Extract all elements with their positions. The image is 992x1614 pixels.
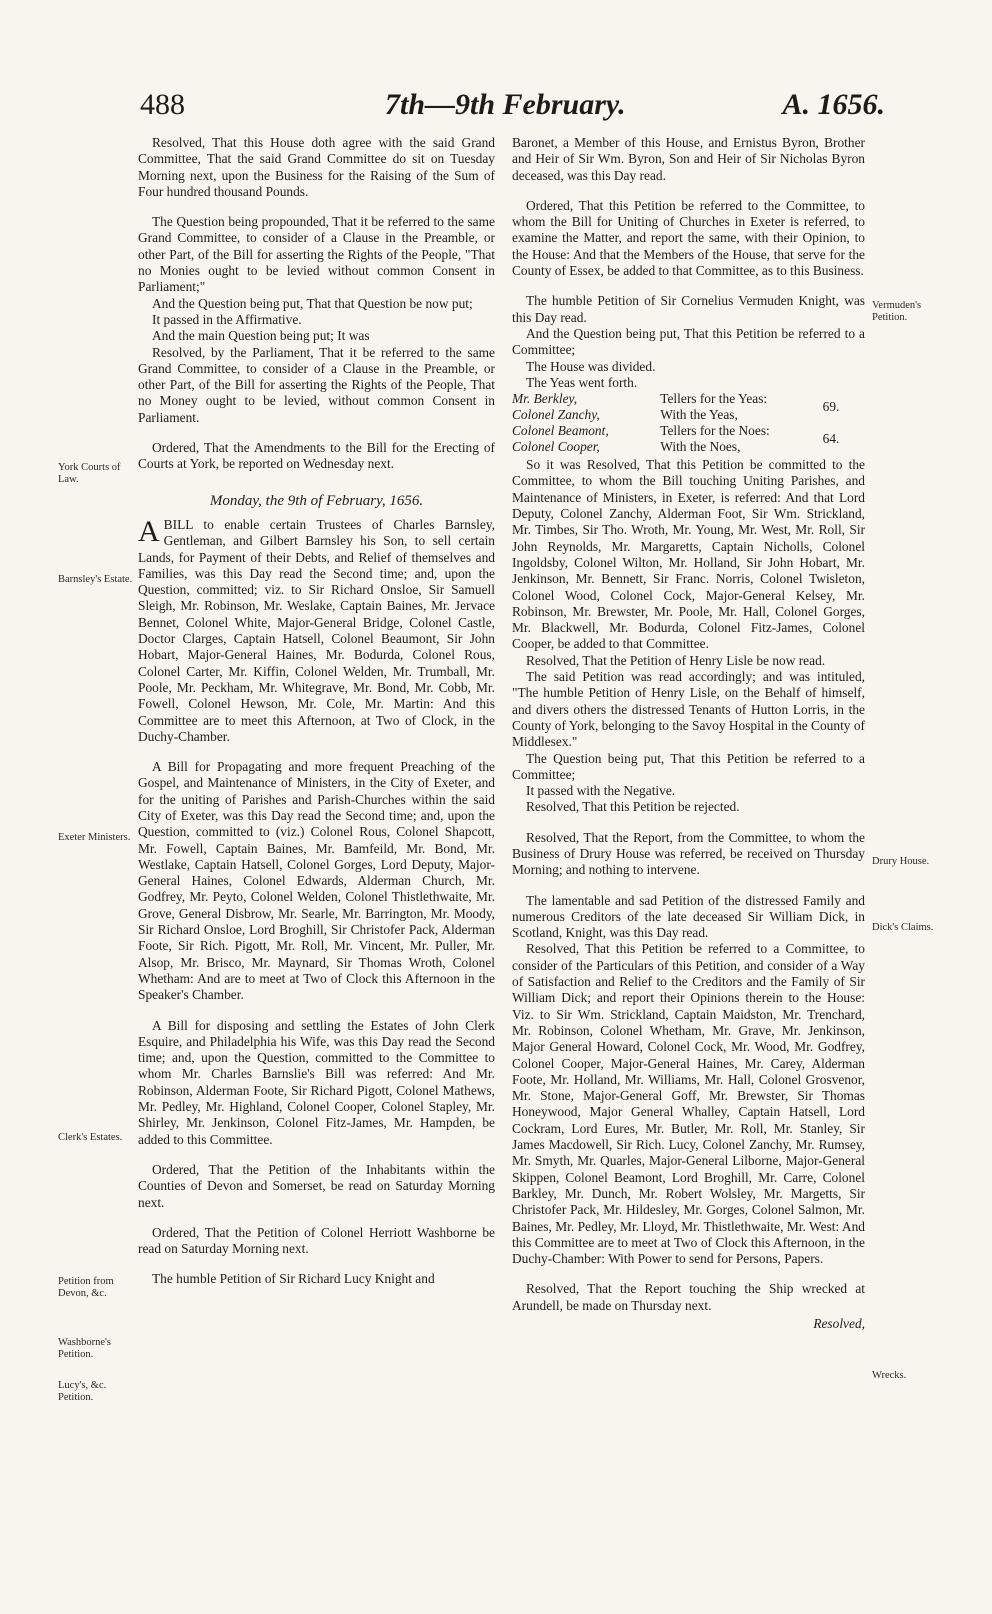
paragraph: Ordered, That this Petition be referred to the Committee, to whom the Bill for Uniting of Churches in Exeter is referred, to examine the Matter, and report the same, with their Opinion, to the House: And that the Members of the House, that serve for the County of Essex, be added to that Committee, as to this Business. bbox=[512, 197, 865, 279]
margin-note-exeter: Exeter Ministers. bbox=[58, 832, 131, 843]
vote-count: 64. bbox=[822, 431, 840, 447]
margin-note-washborne: Washborne's Petition. bbox=[58, 1337, 111, 1360]
paragraph: The Question being propounded, That it be referred to the same Grand Committee, to consider of a Clause in the Preamble, or other Part, of the Bill for asserting the Rights of the People, "That no Monies ought to be levied without common Consent in Parliament;" bbox=[138, 214, 495, 295]
paragraph: Ordered, That the Petition of the Inhabitants within the Counties of Devon and Somerset, be read on Saturday Morning next. bbox=[138, 1161, 495, 1210]
paragraph: And the Question being put, That that Question be now put; bbox=[152, 295, 473, 311]
paragraph: The humble Petition of Sir Richard Lucy Knight and bbox=[152, 1271, 435, 1287]
margin-note-dick: Dick's Claims. bbox=[872, 922, 934, 933]
right-column bbox=[512, 135, 865, 1332]
left-column bbox=[138, 135, 495, 1288]
teller-name: Colonel Zanchy, bbox=[512, 407, 600, 423]
section-heading: Monday, the 9th of February, 1656. bbox=[209, 492, 424, 509]
page-header bbox=[140, 88, 885, 128]
paragraph: A Bill for disposing and settling the Estates of John Clerk Esquire, and Philadelphia his Wife, was this Day read the Second time; and, upon the Question, committed to the Committee to whom Mr. Charles Barnslie's Bill was referred: And Mr. Robinson, Alderman Foote, Sir Richard Pigott, Colonel Mathews, Mr. Pedley, Mr. Highland, Colonel Cooper, Colonel Stapley, Mr. Shirley, Mr. Jenkinson, Colonel Fitz-James, Mr. Hampden, be added to this Committee. bbox=[138, 1017, 495, 1147]
paragraph: So it was Resolved, That this Petition be committed to the Committee, to whom the Bill touching Uniting Parishes, and Maintenance of Ministers, in Exeter, is referred: And that Lord Deputy, Colonel Zanchy, Alderman Foot, Sir Wm. Strickland, Mr. Timbes, Sir Tho. Wroth, Mr. Young, Mr. West, Mr. Roll, Sir John Reynolds, Mr. Margaretts, Captain Nicholls, Colonel Ingoldsby, Colonel Wilton, Mr. Holland, Sir John Hobart, Mr. Jenkinson, Mr. Bennett, Sir Franc. Norris, Colonel Twisleton, Colonel Wood, Colonel Cock, Major-General Kelsey, Mr. Robinson, Mr. Brewster, Mr. Poole, Mr. Hall, Colonel Gorges, Mr. Blackwell, Mr. Bodurda, Colonel Fitz-James, Colonel Cooper, be added to that Committee. bbox=[512, 457, 865, 652]
paragraph: And the Question being put, That this Petition be referred to a Committee; bbox=[512, 325, 865, 358]
paragraph: The Yeas went forth. bbox=[526, 374, 638, 390]
paragraph: Baronet, a Member of this House, and Ernistus Byron, Brother and Heir of Sir Wm. Byron, Son and Heir of Sir Nicholas Byron deceased, was this Day read. bbox=[512, 135, 865, 183]
margin-note-lucy: Lucy's, &c. Petition. bbox=[58, 1380, 107, 1403]
paragraph: Resolved, That this Petition be referred to a Committee, to consider of the Particulars of this Petition, and consider of a Way of Satisfaction and Relief to the Creditors and the Family of Sir William Dick; and report their Opinions therein to the House: Viz. to Sir Wm. Strickland, Captain Maidston, Mr. Trenchard, Mr. Robinson, Colonel Whetham, Mr. Grave, Mr. Jenkinson, Major General Howard, Colonel Cock, Mr. Wood, Mr. Godfrey, Colonel Cooper, Major-General Haines, Mr. Carey, Alderman Foote, Mr. Holland, Mr. Williams, Mr. Hall, Colonel Grosvenor, Mr. Stone, Major-General Goff, Mr. Brewster, Sir Thomas Honeywood, Major General Whalley, Captain Hatsell, Lord Cockram, Lord Eures, Mr. Butler, Mr. Roll, Mr. Stanley, Sir James Macdowell, Sir Rich. Lucy, Colonel Zanchy, Mr. Rumsey, Mr. Smyth, Mr. Quarles, Major-General Lilborne, Major-General Skippen, Colonel Beamont, Lord Broghill, Mr. Carre, Colonel Barkley, Mr. Dunch, Mr. Robert Wolsley, Mr. Margetts, Sir Christofer Pack, Mr. Hildesley, Mr. Gorges, Colonel Salmon, Mr. Baines, Mr. Pedley, Mr. Lloyd, Mr. Thistlethwaite, Mr. West: And this Committee are to meet at Two of Clock this Afternoon, in the Duchy-Chamber: With Power to send for Persons, Papers. bbox=[512, 941, 865, 1267]
vote-count: 69. bbox=[822, 399, 840, 415]
paragraph-text: BILL to enable certain Trustees of Charles Barnsley, Gentleman, and Gilbert Barnsley his Son, to sell certain Lands, for Payment of their Debts, and Relief of themselves and Families, was this Day read the Second time; and, upon the Question, committed; viz. to Sir Richard Onsloe, Sir Samuell Sleigh, Mr. Robinson, Mr. Weslake, Captain Baines, Mr. Jervace Bennet, Colonel White, Major-General Bridge, Colonel Castle, Doctor Clarges, Captain Hatsell, Colonel Beaumont, Sir John Hobart, Major-General Haines, Mr. Bodurda, Colonel Rous, Colonel Carter, Mr. Kiffin, Colonel Welden, Mr. Trumball, Mr. Poole, Mr. Peckham, Mr. Whitegrave, Mr. Bond, Mr. Cobb, Mr. Fowell, Colonel Hewson, Mr. Cole, Mr. Martin: And this Committee are to meet this Afternoon, at Two of Clock, in the Duchy-Chamber. bbox=[138, 516, 495, 744]
paragraph: Resolved, That the Report, from the Committee, to whom the Business of Drury House was referred, be received on Thursday Morning; and nothing to intervene. bbox=[512, 829, 865, 878]
margin-note-york: York Courts of Law. bbox=[58, 462, 121, 485]
teller-role: With the Yeas, bbox=[660, 407, 738, 423]
paragraph-dropcap bbox=[138, 514, 495, 745]
paragraph: The lamentable and sad Petition of the distressed Family and numerous Creditors of the late deceased Sir William Dick, in Scotland, Knight, was this Day read. bbox=[512, 892, 865, 941]
paragraph: Resolved, That this House doth agree with the said Grand Committee, That the said Grand Committee do sit on Tuesday Morning next, upon the Business for the Raising of the Sum of Four hundred thousand Pounds. bbox=[138, 135, 495, 199]
catchword: Resolved, bbox=[813, 1316, 865, 1331]
tellers-row bbox=[512, 391, 865, 407]
page-number: 488 bbox=[140, 88, 185, 121]
paragraph: Resolved, That the Report touching the Ship wrecked at Arundell, be made on Thursday next. bbox=[512, 1281, 865, 1313]
paragraph: Ordered, That the Amendments to the Bill for the Erecting of Courts at York, be reported on Wednesday next. bbox=[138, 440, 495, 472]
paragraph: The Question being put, That this Petition be referred to a Committee; bbox=[512, 750, 865, 782]
paragraph: The House was divided. bbox=[526, 358, 656, 374]
paragraph: The humble Petition of Sir Cornelius Vermuden Knight, was this Day read. bbox=[512, 293, 865, 325]
margin-note-wrecks: Wrecks. bbox=[872, 1370, 907, 1381]
margin-note-clerk: Clerk's Estates. bbox=[58, 1132, 123, 1143]
tellers-row bbox=[512, 423, 865, 439]
margin-note-devon: Petition from Devon, &c. bbox=[58, 1276, 114, 1299]
tellers-table bbox=[512, 391, 865, 455]
paragraph: Resolved, That this Petition be rejected. bbox=[526, 799, 740, 815]
margin-note-drury: Drury House. bbox=[872, 856, 930, 867]
margin-note-vermuden: Vermuden's Petition. bbox=[872, 300, 922, 323]
paragraph: Resolved, That the Petition of Henry Lisle be now read. bbox=[526, 652, 826, 668]
header-date: 7th—9th February. bbox=[385, 88, 626, 121]
tellers-row bbox=[512, 439, 865, 455]
paragraph: A Bill for Propagating and more frequent Preaching of the Gospel, and Maintenance of Ministers, in the City of Exeter, and for the uniting of Parishes and Parish-Churches within the said City of Exeter, was this Day read the Second time; and, upon the Question, committed to (viz.) Colonel Rous, Colonel Shapcott, Mr. Fowell, Captain Baines, Mr. Bamfeild, Mr. Bond, Mr. Westlake, Captain Hatsell, Colonel Gorges, Lord Deputy, Major-General Haines, Colonel Edwards, Alderman Church, Mr. Godfrey, Mr. Peyto, Colonel Welden, Colonel Thistlethwaite, Mr. Grove, General Disbrow, Mr. Searle, Mr. Barrington, Mr. Moody, Sir Richard Onsloe, Lord Broghill, Sir Christofer Pack, Alderman Foote, Sir Rich. Pigott, Mr. Roll, Mr. Vincent, Mr. Puller, Mr. Alsop, Mr. Brisco, Mr. Maynard, Sir Thomas Wroth, Colonel Whetham: And are to meet at Two of Clock this Afternoon in the Speaker's Chamber. bbox=[138, 759, 495, 1003]
paragraph: Resolved, by the Parliament, That it be referred to the same Grand Committee, to consider of a Clause in the Preamble, or other Part, of the Bill for asserting the Rights of the People, That no Money ought to be levied, without common Consent in Parliament. bbox=[138, 344, 495, 425]
teller-name: Mr. Berkley, bbox=[512, 391, 578, 407]
paragraph: It passed with the Negative. bbox=[526, 783, 676, 799]
paragraph: The said Petition was read accordingly; and was intituled, "The humble Petition of Henry Lisle, on the Behalf of himself, and divers others the distressed Tenants of Hutton Lorris, in the County of York, belonging to the Savoy Hospital in the County of Middlesex." bbox=[512, 669, 865, 750]
paragraph: And the main Question being put; It was bbox=[152, 328, 370, 344]
margin-note-barnsley: Barnsley's Estate. bbox=[58, 574, 133, 585]
teller-role: With the Noes, bbox=[660, 439, 741, 455]
tellers-row bbox=[512, 407, 865, 423]
teller-name: Colonel Beamont, bbox=[512, 423, 609, 439]
drop-cap: A bbox=[138, 514, 160, 548]
paragraph: It passed in the Affirmative. bbox=[152, 311, 302, 327]
teller-name: Colonel Cooper, bbox=[512, 439, 600, 455]
paragraph: Ordered, That the Petition of Colonel Herriott Washborne be read on Saturday Morning next. bbox=[138, 1224, 495, 1257]
teller-role: Tellers for the Noes: bbox=[660, 423, 770, 439]
teller-role: Tellers for the Yeas: bbox=[660, 391, 768, 407]
header-year: A. 1656. bbox=[782, 88, 885, 121]
